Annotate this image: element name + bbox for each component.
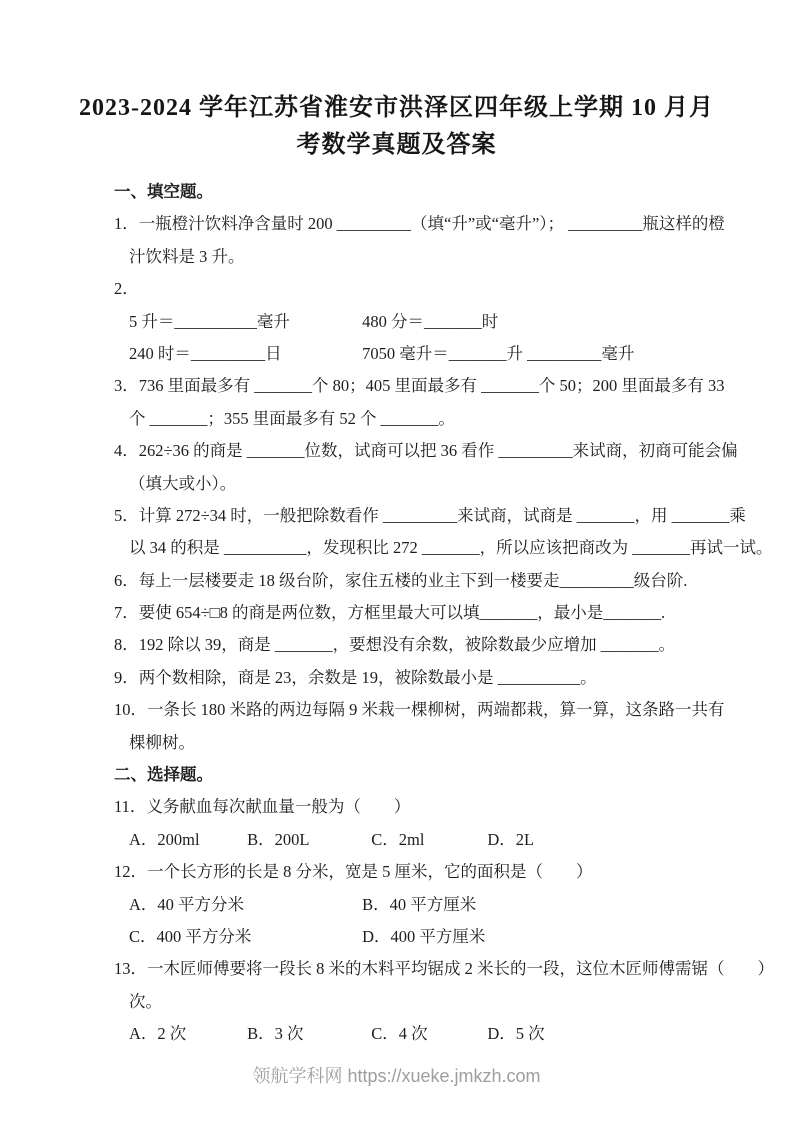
option-12-a: A．40 平方分米 <box>129 894 245 914</box>
question-4-line-2: （填大或小）。 <box>129 473 237 493</box>
option-12-d: D．400 平方厘米 <box>362 926 486 946</box>
conversion-hours-to-days: 240 时＝_________日 <box>129 343 282 363</box>
question-11: 11．义务献血每次献血量一般为（ ） <box>114 797 411 817</box>
option-13-b: B．3 次 <box>247 1024 304 1044</box>
question-4-line-1: 4．262÷36 的商是 _______位数，试商可以把 36 看作 _________来试商，初商可能会偏 <box>114 441 738 461</box>
question-9: 9．两个数相除，商是 23，余数是 19，被除数最小是 __________。 <box>114 667 597 687</box>
option-13-a: A．2 次 <box>129 1024 187 1044</box>
question-1-line-1: 1．一瓶橙汁饮料净含量时 200 _________（填“升”或“毫升”）； _________瓶这样的橙 <box>114 214 725 234</box>
conversion-minutes-to-hours: 480 分＝_______时 <box>362 311 499 331</box>
option-11-d: D．2L <box>487 829 535 849</box>
question-8: 8．192 除以 39，商是 _______，要想没有余数，被除数最少应增加 _______。 <box>114 635 675 655</box>
option-12-b: B．40 平方厘米 <box>362 894 477 914</box>
question-6: 6．每上一层楼要走 18 级台阶，家住五楼的业主下到一楼要走_________级台阶. <box>114 570 688 590</box>
exam-title <box>0 0 793 164</box>
question-12-options-row-1 <box>114 889 723 921</box>
question-10-line-2: 棵柳树。 <box>129 732 195 752</box>
exam-title-line-1: 2023-2024 学年江苏省淮安市洪泽区四年级上学期 10 月月 <box>79 95 714 121</box>
question-13-line-2: 次。 <box>129 991 162 1011</box>
question-3-line-2: 个 _______；355 里面最多有 52 个 _______。 <box>129 408 455 428</box>
question-2-row-2 <box>114 338 723 370</box>
question-13-options <box>114 1018 723 1050</box>
conversion-liters-to-ml: 5 升＝__________毫升 <box>129 311 290 331</box>
question-2-row-1 <box>114 306 723 338</box>
question-10-line-1: 10．一条长 180 米路的两边每隔 9 米栽一棵柳树，两端都栽，算一算，这条路一共有 <box>114 700 725 720</box>
question-1-line-2: 汁饮料是 3 升。 <box>129 246 245 266</box>
watermark-footer: 领航学科网 https://xueke.jmkzh.com <box>252 1066 541 1086</box>
question-12: 12．一个长方形的长是 8 分米，宽是 5 厘米，它的面积是（ ） <box>114 862 593 882</box>
option-13-c: C．4 次 <box>371 1024 428 1044</box>
question-11-options <box>114 824 723 856</box>
question-13-line-1: 13．一木匠师傅要将一段长 8 米的木料平均锯成 2 米长的一段，这位木匠师傅需锯（ ） <box>114 959 774 979</box>
option-13-d: D．5 次 <box>487 1024 545 1044</box>
option-11-b: B．200L <box>247 829 310 849</box>
question-7: 7．要使 654÷□8 的商是两位数，方框里最大可以填_______，最小是_______. <box>114 603 666 623</box>
question-5-line-1: 5．计算 272÷34 时，一般把除数看作 _________来试商，试商是 _______，用 _______乘 <box>114 505 746 525</box>
option-12-c: C．400 平方分米 <box>129 926 252 946</box>
option-11-a: A．200ml <box>129 829 200 849</box>
section-heading-choice: 二、选择题。 <box>114 765 213 785</box>
question-3-line-1: 3．736 里面最多有 _______个 80；405 里面最多有 _______个 50；200 里面最多有 33 <box>114 376 725 396</box>
section-heading-fill-in: 一、填空题。 <box>114 182 213 201</box>
exam-title-line-2: 考数学真题及答案 <box>296 132 497 158</box>
question-2-label: 2． <box>114 279 139 299</box>
question-12-options-row-2 <box>114 921 723 953</box>
option-11-c: C．2ml <box>371 829 425 849</box>
exam-body <box>0 176 793 1051</box>
conversion-ml-to-liters-ml: 7050 毫升＝_______升 _________毫升 <box>362 343 635 363</box>
question-5-line-2: 以 34 的积是 __________，发现积比 272 _______，所以应该把商改为 _______再试一试。 <box>129 538 773 558</box>
